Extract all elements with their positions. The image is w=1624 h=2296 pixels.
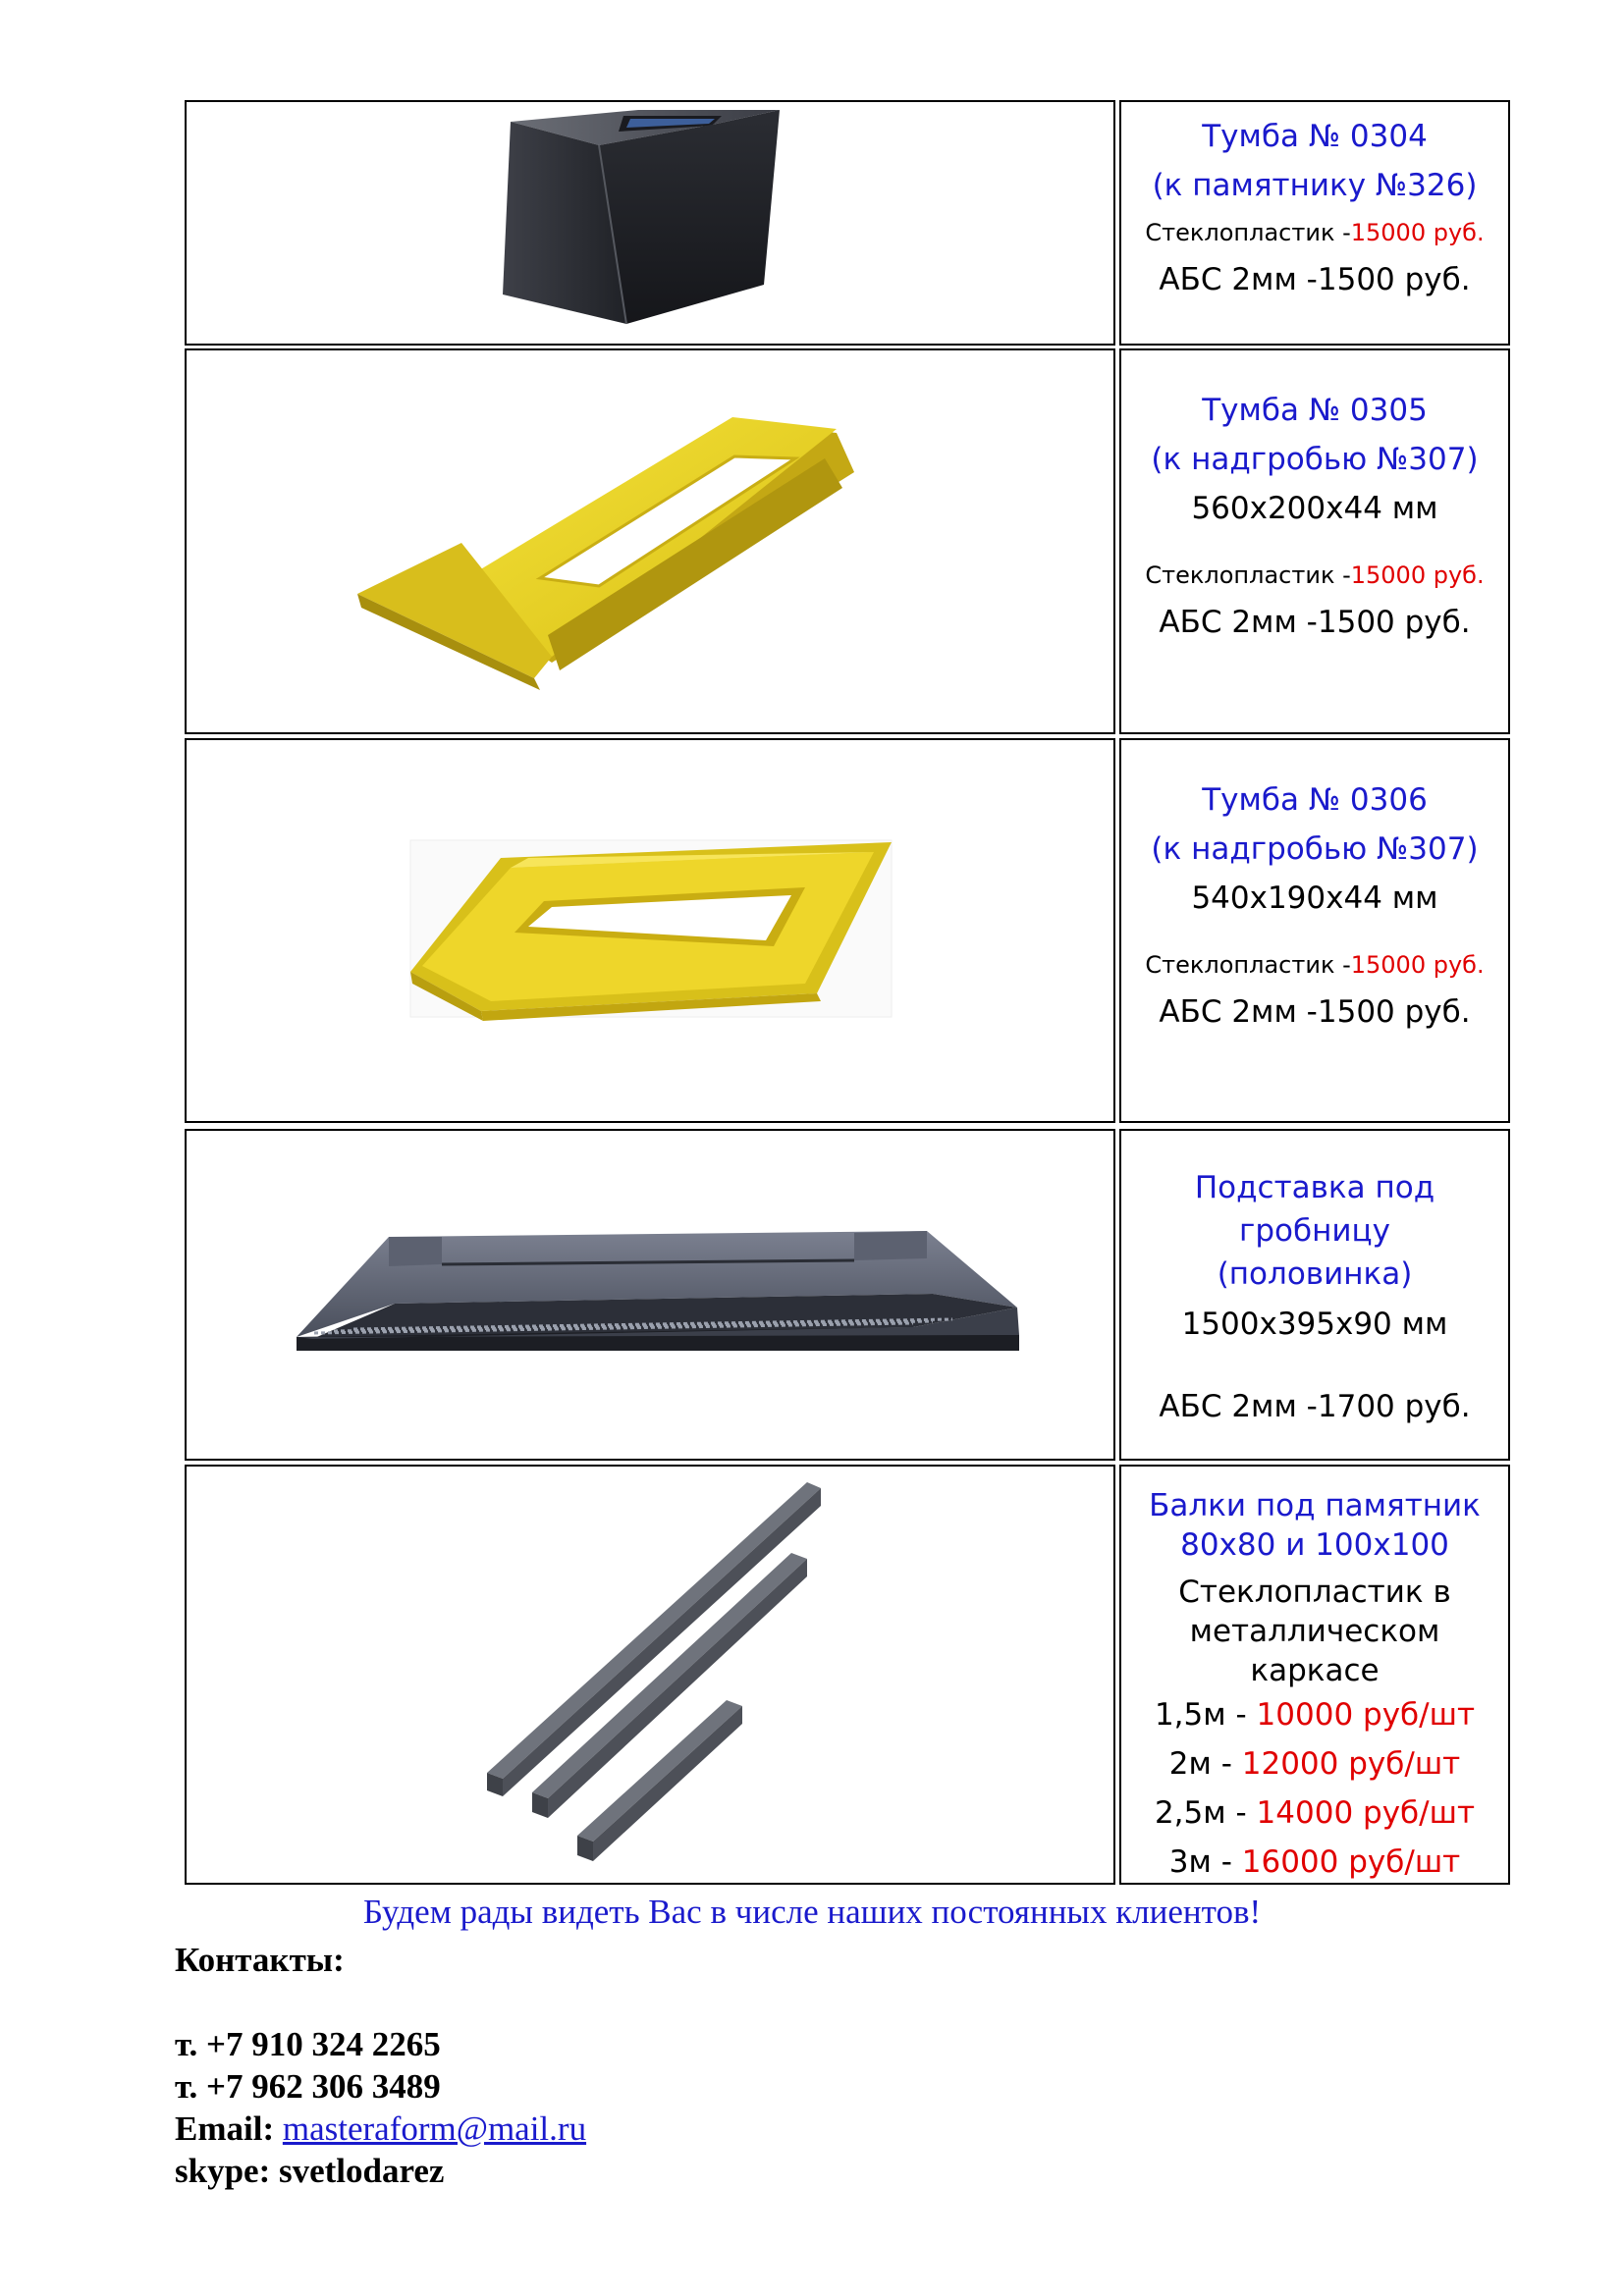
glass-price-line: Стеклопластик -15000 руб. xyxy=(1145,951,1485,979)
product-info-cell xyxy=(1119,348,1510,734)
email-line: Email: masteraform@mail.ru xyxy=(175,2109,587,2148)
product-subtitle: (к памятнику №326) xyxy=(1152,168,1478,203)
product-title: Тумба № 0306 xyxy=(1202,782,1428,818)
product-image-cell xyxy=(185,738,1115,1123)
product-image-cell xyxy=(185,100,1115,346)
product-title: Тумба № 0304 xyxy=(1202,119,1428,154)
product-title: Подставка под гробницу xyxy=(1194,1170,1435,1249)
product-subtitle: (половинка) xyxy=(1217,1256,1413,1292)
black-pedestal-icon xyxy=(187,102,1113,344)
material-line: Стеклопластик в xyxy=(1178,1575,1451,1610)
abs-price: АБС 2мм -1700 руб. xyxy=(1159,1389,1471,1424)
product-info-cell xyxy=(1119,1129,1510,1461)
welcome-message: Будем рады видеть Вас в числе наших постоянных клиентов! xyxy=(362,1893,1262,1931)
product-image-cell xyxy=(185,348,1115,734)
product-subtitle: (к надгробью №307) xyxy=(1151,831,1479,867)
product-title: Тумба № 0305 xyxy=(1202,393,1428,428)
phone-2: т. +7 962 306 3489 xyxy=(175,2067,441,2106)
beam-price-line: 2м - 12000 руб/шт xyxy=(1168,1746,1461,1782)
product-size: 1500х395х90 мм xyxy=(1181,1307,1448,1342)
product-subtitle: 80х80 и 100х100 xyxy=(1180,1527,1449,1563)
yellow-frame-icon xyxy=(187,350,1113,732)
product-size: 560х200х44 мм xyxy=(1191,491,1438,526)
phone-1: т. +7 910 324 2265 xyxy=(175,2025,441,2063)
yellow-frame-icon xyxy=(187,740,1113,1121)
product-image-cell xyxy=(185,1465,1115,1885)
glass-price-line: Стеклопластик -15000 руб. xyxy=(1145,219,1485,246)
product-size: 540х190х44 мм xyxy=(1191,881,1438,916)
product-info-cell xyxy=(1119,738,1510,1123)
glass-price-line: Стеклопластик -15000 руб. xyxy=(1145,561,1485,589)
email-link[interactable]: masteraform@mail.ru xyxy=(282,2109,587,2148)
abs-price: АБС 2мм -1500 руб. xyxy=(1159,262,1471,297)
beam-price-line: 2,5м - 14000 руб/шт xyxy=(1154,1795,1476,1831)
beam-price-line: 1,5м - 10000 руб/шт xyxy=(1154,1697,1476,1733)
contacts-block xyxy=(175,1939,586,2192)
contacts-label: Контакты: xyxy=(175,1941,345,1979)
product-title: Балки под памятник xyxy=(1149,1488,1481,1523)
material-line: металлическом каркасе xyxy=(1189,1614,1440,1688)
skype-line: skype: svetlodarez xyxy=(175,2152,445,2190)
abs-price: АБС 2мм -1500 руб. xyxy=(1159,605,1471,640)
product-info-cell xyxy=(1119,100,1510,346)
beam-price-line: 3м - 16000 руб/шт xyxy=(1168,1844,1461,1880)
tomb-stand-icon xyxy=(187,1131,1113,1459)
beams-icon xyxy=(187,1467,1113,1883)
abs-price: АБС 2мм -1500 руб. xyxy=(1159,994,1471,1030)
product-subtitle: (к надгробью №307) xyxy=(1151,442,1479,477)
product-info-cell xyxy=(1119,1465,1510,1885)
product-image-cell xyxy=(185,1129,1115,1461)
